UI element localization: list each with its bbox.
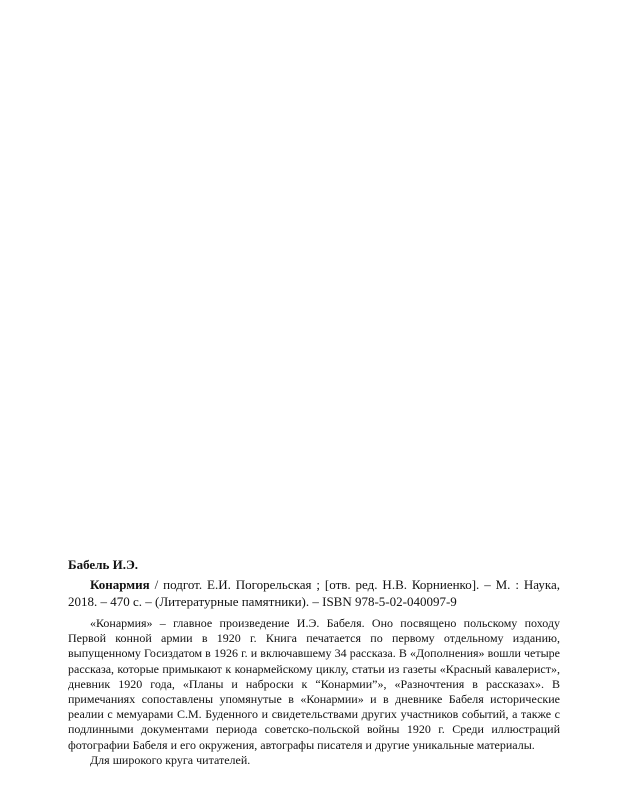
abstract-text: «Конармия» – главное произведение И.Э. Бабеля. Оно посвящено польскому походу Первой конной армии в 1920 г. Книга печатается по первому отдельному изданию, выпущенному Госиздатом в 1926 г. и включавшему 34 рассказа. В «Дополнения» вошли четыре рассказа, которые примыкают к конармейскому циклу, статьи из газеты «Красный кавалерист», дневник 1920 года, «Планы и наброски к “Конармии”», «Разночтения в рассказах». В примечаниях сопоставлены упомянутые в «Конармии» и в дневнике Бабеля исторические реалии с мемуарами С.М. Буденного и свидетельствами других участников событий, а также с подлинными документами периода советско-польской войны 1920 г. Среди иллюстраций фотографии Бабеля и его окружения, автографы писателя и другие уникальные материалы.	[68, 616, 560, 752]
bibliographic-details: / подгот. Е.И. Погорельская ; [отв. ред. Н.В. Корниенко]. – М. : Наука, 2018. – 470 с. – (Литературные памятники). – ISBN 978-5-02-040097-9	[68, 577, 560, 609]
book-title: Конармия	[90, 577, 150, 592]
audience-note: Для широкого круга читателей.	[90, 752, 251, 767]
catalog-imprint	[68, 557, 560, 768]
bibliographic-record	[68, 577, 560, 610]
author-name: Бабель И.Э.	[68, 557, 139, 572]
